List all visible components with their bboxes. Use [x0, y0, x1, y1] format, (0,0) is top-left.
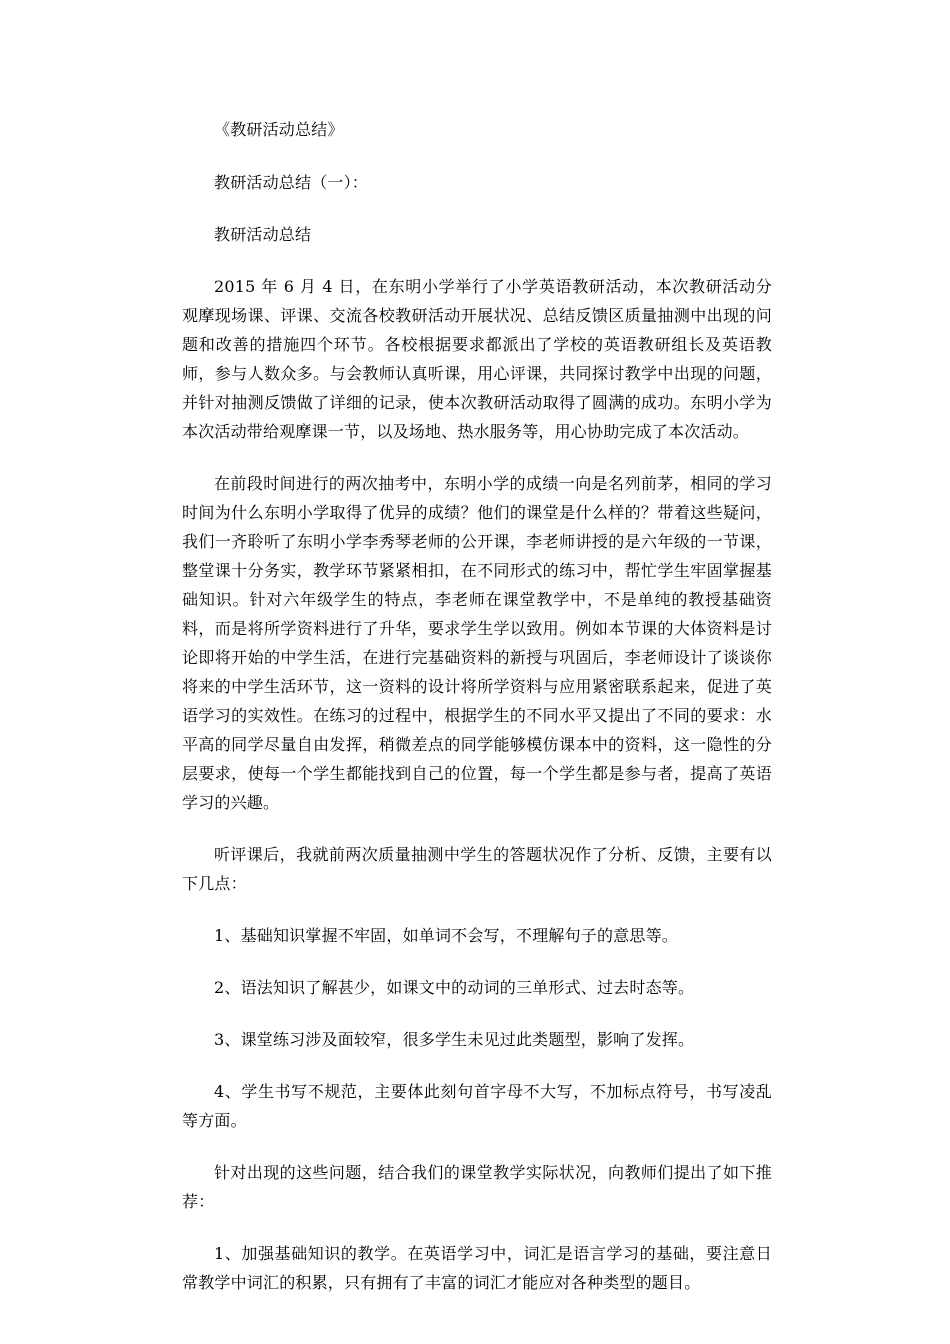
list-item-problem-2: 2、语法知识了解甚少，如课文中的动词的三单形式、过去时态等。 — [214, 978, 695, 997]
paragraph-observation: 在前段时间进行的两次抽考中，东明小学的成绩一向是名列前茅，相同的学习时间为什么东明小学取得了优异的成绩？他们的课堂是什么样的？带着这些疑问，我们一齐聆听了东明小学李秀琴老师的公开课，李老师讲授的是六年级的一节课，整堂课十分务实，教学环节紧紧相扣，在不同形式的练习中，帮忙学生牢固掌握基础知识。针对六年级学生的特点，李老师在课堂教学中，不是单纯的教授基础资料，而是将所学资料进行了升华，要求学生学以致用。例如本节课的大体资料是讨论即将开始的中学生活，在进行完基础资料的新授与巩固后，李老师设计了谈谈你将来的中学生活环节，这一资料的设计将所学资料与应用紧密联系起来，促进了英语学习的实效性。在练习的过程中，根据学生的不同水平又提出了不同的要求：水平高的同学尽量自由发挥，稍微差点的同学能够模仿课本中的资料，这一隐性的分层要求，使每一个学生都能找到自己的位置，每一个学生都是参与者，提高了英语学习的兴趣。 — [182, 474, 772, 812]
document-heading: 教研活动总结 — [214, 225, 312, 244]
list-item-recommendation-1: 1、加强基础知识的教学。在英语学习中，词汇是语言学习的基础，要注意日常教学中词汇的积累，只有拥有了丰富的词汇才能应对各种类型的题目。 — [182, 1244, 772, 1292]
paragraph-intro: 2015 年 6 月 4 日，在东明小学举行了小学英语教研活动，本次教研活动分观摩现场课、评课、交流各校教研活动开展状况、总结反馈区质量抽测中出现的问题和改善的措施四个环节。各校根据要求都派出了学校的英语教研组长及英语教师，参与人数众多。与会教师认真听课，用心评课，共同探讨教学中出现的问题，并针对抽测反馈做了详细的记录，使本次教研活动取得了圆满的成功。东明小学为本次活动带给观摩课一节，以及场地、热水服务等，用心协助完成了本次活动。 — [182, 277, 772, 441]
document-body — [182, 115, 772, 1320]
list-item-problem-4: 4、学生书写不规范，主要体此刻句首字母不大写，不加标点符号，书写凌乱等方面。 — [182, 1082, 772, 1130]
paragraph-analysis: 听评课后，我就前两次质量抽测中学生的答题状况作了分析、反馈，主要有以下几点： — [182, 845, 772, 893]
document-title: 《教研活动总结》 — [214, 120, 344, 139]
list-item-problem-3: 3、课堂练习涉及面较窄，很多学生未见过此类题型，影响了发挥。 — [214, 1030, 695, 1049]
document-subtitle: 教研活动总结（一）： — [214, 173, 369, 192]
paragraph-recommendation-intro: 针对出现的这些问题，结合我们的课堂教学实际状况，向教师们提出了如下推荐： — [182, 1163, 772, 1211]
list-item-problem-1: 1、基础知识掌握不牢固，如单词不会写，不理解句子的意思等。 — [214, 926, 678, 945]
